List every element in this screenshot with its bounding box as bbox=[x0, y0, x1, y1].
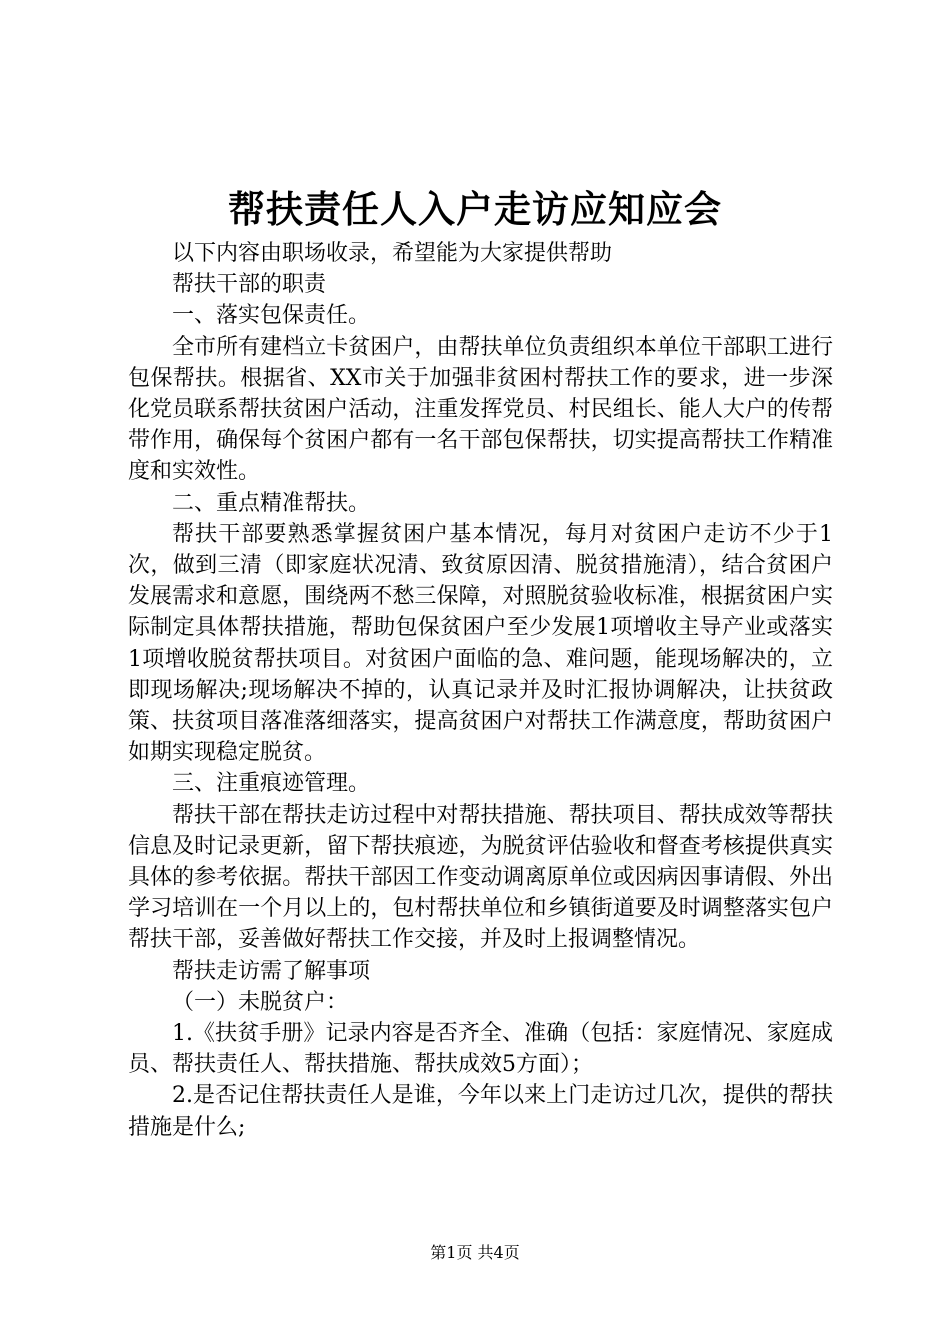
section-heading: 三、注重痕迹管理。 bbox=[172, 771, 371, 797]
paragraph: 2.是否记住帮扶责任人是谁，今年以来上门走访过几次，提供的帮扶措施是什么; bbox=[128, 1083, 833, 1140]
paragraph: 帮扶干部的职责 bbox=[172, 272, 327, 298]
document-body bbox=[128, 238, 833, 1143]
paragraph: 1.《扶贫手册》记录内容是否齐全、准确（包括：家庭情况、家庭成员、帮扶责任人、帮扶措施、帮扶成效5方面）； bbox=[128, 1021, 833, 1078]
page-number-footer: 第1页 共4页 bbox=[430, 1243, 520, 1262]
document-title: 帮扶责任人入户走访应知应会 bbox=[228, 187, 722, 231]
section-heading: 二、重点精准帮扶。 bbox=[172, 490, 371, 516]
paragraph: （一）未脱贫户： bbox=[172, 989, 349, 1015]
section-heading: 一、落实包保责任。 bbox=[172, 303, 371, 329]
paragraph: 帮扶干部要熟悉掌握贫困户基本情况，每月对贫困户走访不少于1次，做到三清（即家庭状况清、致贫原因清、脱贫措施清），结合贫困户发展需求和意愿，围绕两不愁三保障，对照脱贫验收标准，根据贫困户实际制定具体帮扶措施，帮助包保贫困户至少发展1项增收主导产业或落实1项增收脱贫帮扶项目。对贫困户面临的急、难问题，能现场解决的，立即现场解决;现场解决不掉的，认真记录并及时汇报协调解决，让扶贫政策、扶贫项目落准落细落实，提高贫困户对帮扶工作满意度，帮助贫困户如期实现稳定脱贫。 bbox=[128, 521, 833, 766]
paragraph: 全市所有建档立卡贫困户，由帮扶单位负责组织本单位干部职工进行包保帮扶。根据省、XX市关于加强非贫困村帮扶工作的要求，进一步深化党员联系帮扶贫困户活动，注重发挥党员、村民组长、能人大户的传帮带作用，确保每个贫困户都有一名干部包保帮扶，切实提高帮扶工作精准度和实效性。 bbox=[128, 334, 833, 485]
paragraph: 帮扶走访需了解事项 bbox=[172, 958, 371, 984]
paragraph: 以下内容由职场收录，希望能为大家提供帮助 bbox=[172, 241, 613, 266]
paragraph: 帮扶干部在帮扶走访过程中对帮扶措施、帮扶项目、帮扶成效等帮扶信息及时记录更新，留下帮扶痕迹，为脱贫评估验收和督查考核提供真实具体的参考依据。帮扶干部因工作变动调离原单位或因病因事请假、外出学习培训在一个月以上的，包村帮扶单位和乡镇街道要及时调整落实包户帮扶干部，妥善做好帮扶工作交接，并及时上报调整情况。 bbox=[128, 802, 833, 953]
